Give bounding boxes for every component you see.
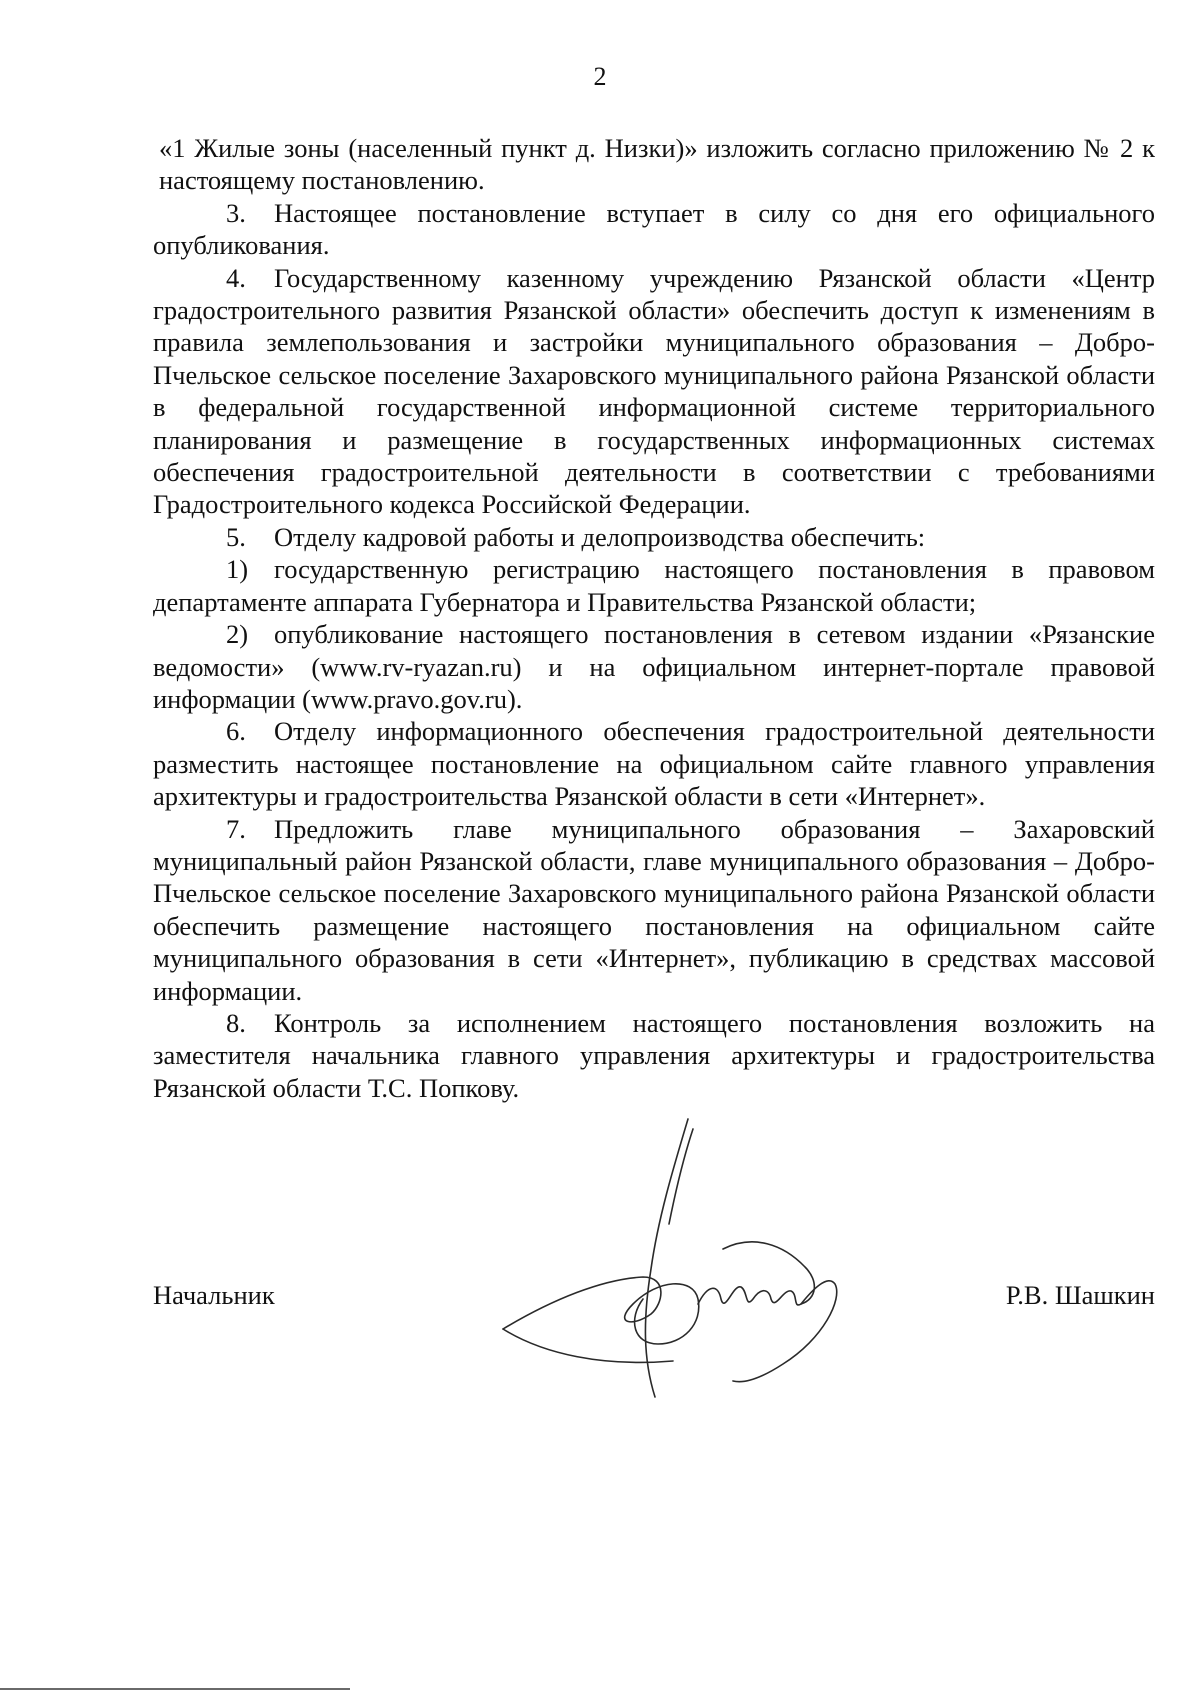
paragraph-4 xyxy=(153,262,1155,521)
document-body xyxy=(153,132,1155,1104)
signatory-title: Начальник xyxy=(153,1280,275,1310)
paragraph-text: «1 Жилые зоны (населенный пункт д. Низки)» изложить согласно приложению № 2 к настоящему постановлению. xyxy=(159,133,1155,196)
paragraph-7 xyxy=(153,813,1155,1007)
paragraph-text: Государственному казенному учреждению Рязанской области «Центр градостроительного развития Рязанской области» обеспечить доступ к изменениям в правила землепользования и застройки муниципального образования – Добро-Пчельское сельское поселение Захаровского муниципального района Рязанской области в федеральной государственной информационной системе территориального планирования и размещение в государственных информационных системах обеспечения градостроительной деятельности в соответствии с требованиями Градостроительного кодекса Российской Федерации. xyxy=(153,262,1155,520)
paragraph-text: Отделу кадровой работы и делопроизводства обеспечить: xyxy=(274,521,926,552)
paragraph-continuation xyxy=(153,132,1155,197)
paragraph-text: опубликование настоящего постановления в сетевом издании «Рязанские ведомости» (www.rv-ryazan.ru) и на официальном интернет-портале правовой информации (www.pravo.gov.ru). xyxy=(153,619,1155,714)
paragraph-number: 3. xyxy=(226,197,246,228)
paragraph-8 xyxy=(153,1007,1155,1104)
paragraph-text: Предложить главе муниципального образования – Захаровский муниципальный район Рязанской области, главе муниципального образования – Добро-Пчельское сельское поселение Захаровского муниципального района Рязанской области обеспечить размещение настоящего постановления на официальном сайте муниципального образования в сети «Интернет», публикацию в средствах массовой информации. xyxy=(153,813,1155,1006)
paragraph-text: государственную регистрацию настоящего постановления в правовом департаменте аппарата Губернатора и Правительства Рязанской области; xyxy=(153,554,1155,617)
paragraph-number: 1) xyxy=(226,554,249,585)
paragraph-6 xyxy=(153,715,1155,812)
paragraph-5 xyxy=(153,521,1155,553)
page-number: 2 xyxy=(593,62,607,91)
paragraph-number: 8. xyxy=(226,1007,246,1038)
paragraph-5-2 xyxy=(153,618,1155,715)
signature-block xyxy=(153,1279,1155,1399)
paragraph-number: 7. xyxy=(226,813,246,844)
paragraph-5-1 xyxy=(153,553,1155,618)
paragraph-3 xyxy=(153,197,1155,262)
signatory-name: Р.В. Шашкин xyxy=(1005,1280,1155,1310)
paragraph-text: Контроль за исполнением настоящего постановления возложить на заместителя начальника главного управления архитектуры и градостроительства Рязанской области Т.С. Попкову. xyxy=(153,1007,1155,1103)
paragraph-number: 5. xyxy=(226,521,246,552)
paragraph-text: Отделу информационного обеспечения градостроительной деятельности разместить настоящее постановление на официальном сайте главного управления архитектуры и градостроительства Рязанской области в сети «Интернет». xyxy=(153,716,1155,812)
paragraph-number: 2) xyxy=(226,619,249,650)
handwritten-signature xyxy=(483,1099,863,1409)
paragraph-number: 4. xyxy=(226,262,246,293)
paragraph-number: 6. xyxy=(226,716,246,747)
paragraph-text: Настоящее постановление вступает в силу со дня его официального опубликования. xyxy=(153,197,1155,261)
bottom-scan-edge xyxy=(0,1688,350,1690)
